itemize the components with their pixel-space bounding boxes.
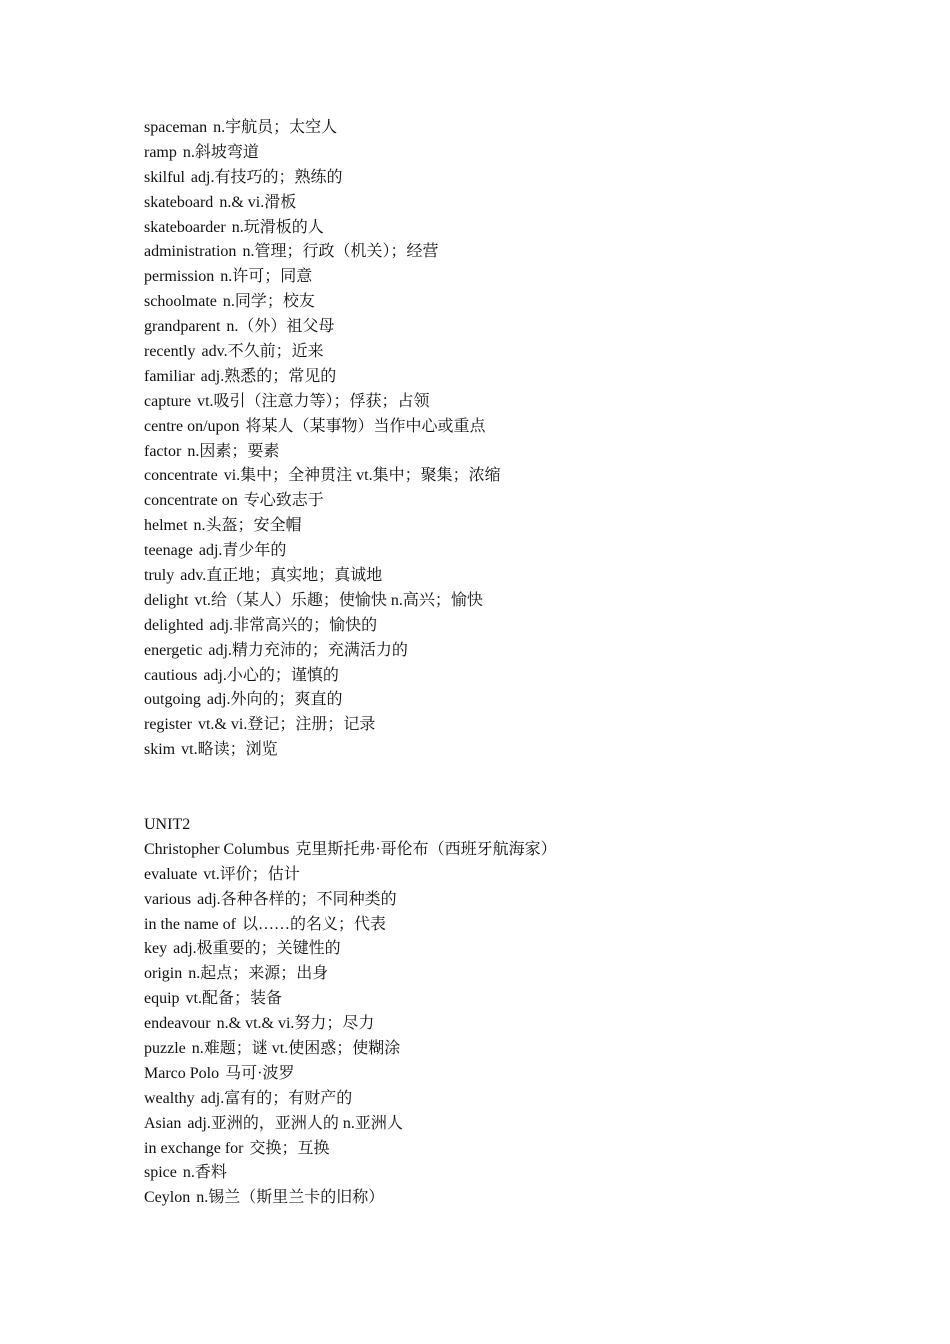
vocabulary-definition: vt.评价；估计 [203,865,300,883]
unit1-vocabulary-list [144,116,904,763]
vocabulary-word: in exchange for [144,1139,244,1157]
vocabulary-entry [144,365,904,390]
vocabulary-word: cautious [144,666,198,684]
vocabulary-word: spaceman [144,119,208,136]
vocabulary-entry [144,639,904,664]
vocabulary-word: delight [144,591,189,609]
vocabulary-entry [144,688,904,713]
vocabulary-definition: adj.熟悉的；常见的 [200,367,337,385]
vocabulary-entry [144,415,904,440]
vocabulary-entry [144,440,904,465]
vocabulary-definition: adj.极重要的；关键性的 [173,940,341,958]
vocabulary-definition: adj.各种各样的；不同种类的 [197,890,397,908]
vocabulary-definition: n.& vi.滑板 [219,193,297,211]
vocabulary-definition: n.& vt.& vi.努力；尽力 [216,1015,375,1033]
vocabulary-entry [144,191,904,216]
vocabulary-word: skilful [144,168,185,186]
vocabulary-word: recently [144,343,196,361]
unit2-vocabulary-list [144,813,904,1211]
vocabulary-word: schoolmate [144,293,217,311]
vocabulary-definition: n.斜坡弯道 [182,143,259,161]
vocabulary-word: key [144,940,168,958]
vocabulary-word: outgoing [144,691,201,709]
vocabulary-word: centre on/upon [144,417,240,435]
vocabulary-definition: n.许可；同意 [220,268,313,286]
vocabulary-word: factor [144,442,182,460]
vocabulary-definition: adj.非常高兴的；愉快的 [209,616,378,634]
vocabulary-entry [144,888,904,913]
vocabulary-definition: n.宇航员；太空人 [213,119,338,136]
vocabulary-definition: adj.外向的；爽直的 [206,691,343,709]
vocabulary-definition: vt.& vi.登记；注册；记录 [197,716,376,734]
vocabulary-word: skateboarder [144,218,226,236]
vocabulary-word: administration [144,243,237,261]
vocabulary-entry [144,265,904,290]
vocabulary-word: in the name of [144,915,236,933]
vocabulary-word: familiar [144,367,195,385]
vocabulary-word: concentrate [144,467,218,485]
vocabulary-entry [144,1137,904,1162]
vocabulary-definition: n.（外）祖父母 [226,318,335,336]
vocabulary-word: Marco Polo [144,1064,220,1082]
vocabulary-entry [144,1161,904,1186]
vocabulary-entry [144,464,904,489]
vocabulary-word: Christopher Columbus [144,840,290,858]
vocabulary-definition: vi.集中；全神贯注 vt.集中；聚集；浓缩 [223,467,501,485]
vocabulary-entry [144,514,904,539]
vocabulary-word: origin [144,965,183,983]
vocabulary-word: skateboard [144,193,214,211]
vocabulary-entry [144,1186,904,1211]
vocabulary-entry [144,1012,904,1037]
vocabulary-word: skim [144,741,176,759]
vocabulary-entry [144,713,904,738]
vocabulary-definition: vt.配备；装备 [185,990,282,1008]
vocabulary-word: spice [144,1164,177,1182]
vocabulary-definition: n.玩滑板的人 [231,218,324,236]
vocabulary-definition: adj.亚洲的，亚洲人的 n.亚洲人 [187,1114,403,1132]
vocabulary-definition: n.锡兰（斯里兰卡的旧称） [196,1189,385,1207]
vocabulary-definition: n.因素；要素 [187,442,280,460]
vocabulary-definition: n.同学；校友 [222,293,315,311]
vocabulary-definition: adj.精力充沛的；充满活力的 [208,641,408,659]
vocabulary-entry [144,913,904,938]
vocabulary-entry [144,315,904,340]
vocabulary-entry [144,987,904,1012]
vocabulary-definition: n.管理；行政（机关）；经营 [242,243,439,261]
vocabulary-word: wealthy [144,1089,195,1107]
vocabulary-entry [144,863,904,888]
vocabulary-entry [144,564,904,589]
vocabulary-definition: 将某人（某事物）当作中心或重点 [245,417,486,435]
vocabulary-word: equip [144,990,180,1008]
vocabulary-definition: n.难题；谜 vt.使困惑；使糊涂 [191,1040,401,1058]
vocabulary-definition: vt.略读；浏览 [181,741,278,759]
vocabulary-word: various [144,890,192,908]
vocabulary-word: delighted [144,616,204,634]
vocabulary-entry [144,589,904,614]
vocabulary-word: energetic [144,641,203,659]
vocabulary-definition: 克里斯托弗·哥伦布（西班牙航海家） [295,840,557,858]
vocabulary-entry [144,962,904,987]
vocabulary-word: Ceylon [144,1189,191,1207]
vocabulary-word: evaluate [144,865,198,883]
vocabulary-word: capture [144,392,192,410]
vocabulary-definition: 交换；互换 [249,1139,330,1157]
vocabulary-entry [144,1062,904,1087]
vocabulary-definition: adv.不久前；近来 [201,343,324,361]
vocabulary-entry [144,539,904,564]
vocabulary-definition: adv.直正地；真实地；真诚地 [180,567,383,585]
vocabulary-entry [144,390,904,415]
vocabulary-entry [144,937,904,962]
vocabulary-definition: 专心致志于 [243,492,324,510]
vocabulary-word: endeavour [144,1015,211,1033]
vocabulary-word: puzzle [144,1040,186,1058]
vocabulary-definition: n.头盔；安全帽 [193,517,302,535]
vocabulary-entry [144,489,904,514]
unit2-heading: UNIT2 [144,816,191,833]
vocabulary-entry [144,240,904,265]
vocabulary-entry [144,216,904,241]
vocabulary-word: truly [144,567,175,585]
vocabulary-entry [144,116,904,141]
vocabulary-entry [144,838,904,863]
vocabulary-definition: n.香料 [182,1164,227,1182]
vocabulary-word: grandparent [144,318,221,336]
vocabulary-entry [144,340,904,365]
vocabulary-entry [144,1112,904,1137]
vocabulary-word: ramp [144,143,177,161]
vocabulary-entry [144,166,904,191]
vocabulary-entry [144,614,904,639]
vocabulary-entry [144,738,904,763]
vocabulary-word: permission [144,268,215,286]
vocabulary-definition: 马可·波罗 [225,1064,295,1082]
vocabulary-definition: n.起点；来源；出身 [188,965,329,983]
vocabulary-word: teenage [144,542,193,560]
vocabulary-entry [144,664,904,689]
vocabulary-entry [144,1087,904,1112]
vocabulary-word: Asian [144,1114,182,1132]
vocabulary-definition: vt.吸引（注意力等）；俘获；占领 [197,392,430,410]
vocabulary-definition: 以……的名义；代表 [241,915,386,933]
vocabulary-word: register [144,716,192,734]
vocabulary-definition: adj.有技巧的；熟练的 [190,168,343,186]
vocabulary-definition: adj.富有的；有财产的 [200,1089,353,1107]
vocabulary-definition: adj.青少年的 [198,542,287,560]
vocabulary-definition: vt.给（某人）乐趣；使愉快 n.高兴；愉快 [194,591,483,609]
vocabulary-word: helmet [144,517,188,535]
vocabulary-word: concentrate on [144,492,238,510]
vocabulary-entry [144,1037,904,1062]
vocabulary-definition: adj.小心的；谨慎的 [203,666,339,684]
vocabulary-entry [144,290,904,315]
vocabulary-entry [144,141,904,166]
